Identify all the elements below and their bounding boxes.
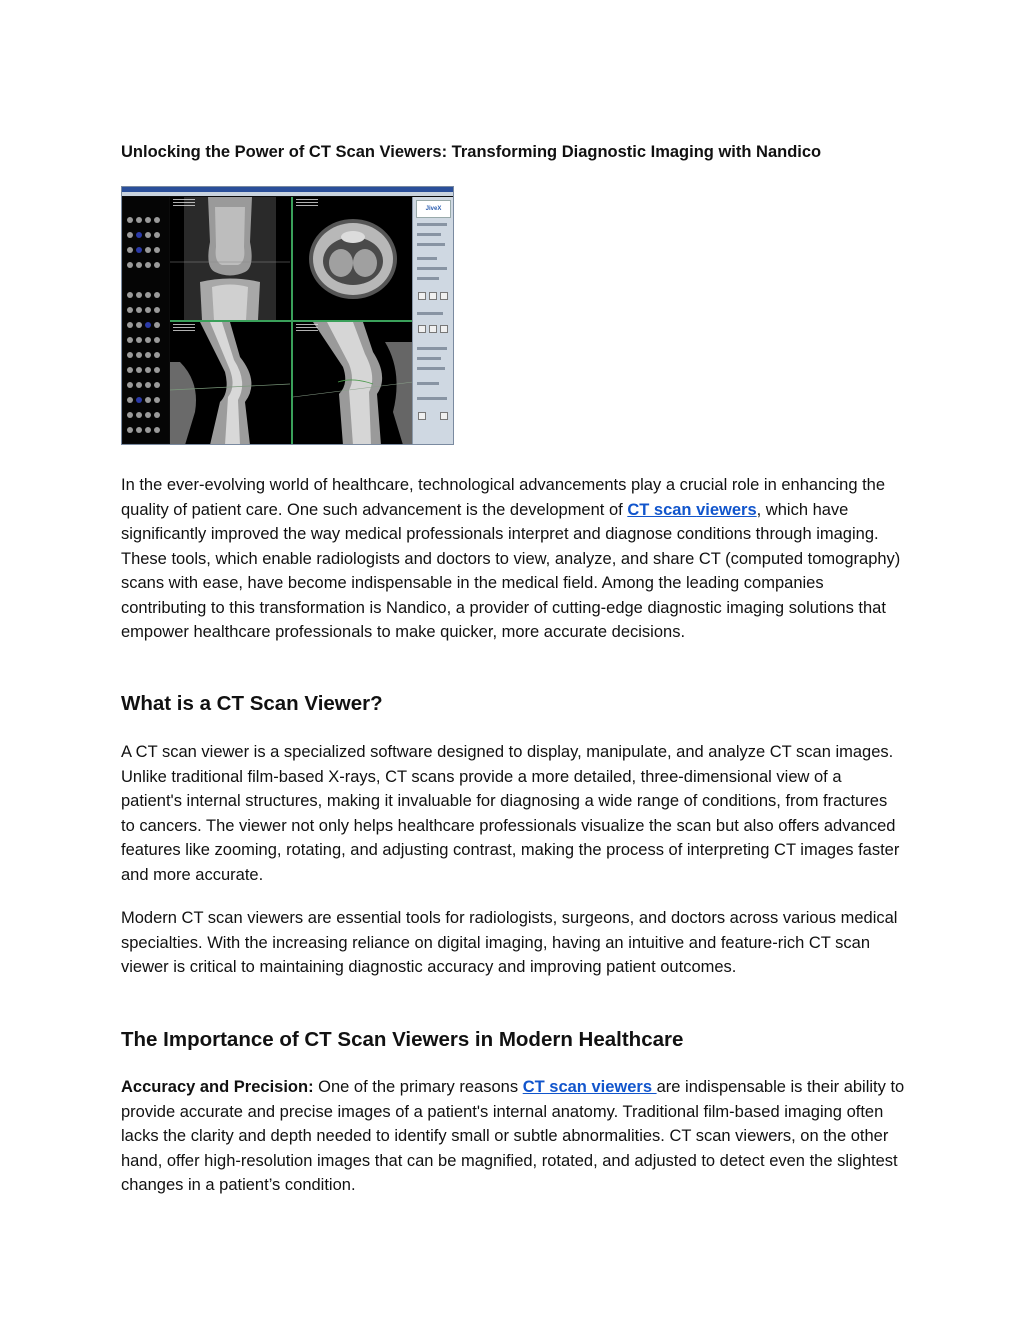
document-title: Unlocking the Power of CT Scan Viewers: Transforming Diagnostic Imaging with Nandico xyxy=(121,143,822,161)
section1-paragraph-1: A CT scan viewer is a specialized software designed to display, manipulate, and analyze CT scan images. Unlike traditional film-based X-rays, CT scans provide a more detailed, three-dimensional view of a patient's internal structures, making it invaluable for diagnosing a wide range of conditions, from fractures to cancers. The viewer not only helps healthcare professionals visualize the scan but also offers advanced features like zooming, rotating, and adjusting contrast, making the process of interpreting CT images faster and more accurate. xyxy=(121,743,900,884)
section-heading-importance: The Importance of CT Scan Viewers in Modern Healthcare xyxy=(121,1028,684,1051)
knee-axial-scan xyxy=(293,197,414,320)
intro-text-1: In the ever-evolving world of healthcare, technological advancements play a crucial role in enhancing the quality of patient care. One such advancement is the development of xyxy=(121,476,886,519)
section2-paragraph-1: Accuracy and Precision: One of the primary reasons CT scan viewers are indispensable is their ability to provide accurate and precise images of a patient's internal anatomy. Traditional film-based imaging often lacks the clarity and depth needed to identify small or subtle abnormalities. CT scan viewers, on the other hand, offer high-resolution images that can be magnified, rotated, and adjusted to detect even the slightest changes in a patient’s condition. xyxy=(121,1078,905,1194)
viewer-tools-panel xyxy=(412,197,453,444)
ct-viewer-screenshot xyxy=(121,186,454,445)
viewer-menubar xyxy=(122,192,453,196)
section-heading-what-is: What is a CT Scan Viewer? xyxy=(121,692,383,715)
ct-scan-viewers-link-2[interactable]: CT scan viewers xyxy=(522,1078,657,1096)
ct-scan-viewers-link-1[interactable]: CT scan viewers xyxy=(627,500,757,519)
knee-sagittal-scan-2 xyxy=(293,322,414,445)
knee-coronal-scan xyxy=(170,197,291,320)
knee-sagittal-scan-1 xyxy=(170,322,291,445)
section1-paragraph-2: Modern CT scan viewers are essential tools for radiologists, surgeons, and doctors across various medical specialties. With the increasing reliance on digital imaging, having an intuitive and feature-rich CT scan viewer is critical to maintaining diagnostic accuracy and improving patient outcomes. xyxy=(121,909,898,976)
viewer-logo: JiveX xyxy=(416,200,451,218)
intro-paragraph xyxy=(121,473,905,645)
intro-text-2: , which have significantly improved the way medical professionals interpret and diagnose conditions through imaging. These tools, which enable radiologists and doctors to view, analyze, and share CT (computed tomography) scans with ease, have become indispensable in the medical field. Among the leading companies contributing to this transformation is Nandico, a provider of cutting-edge diagnostic imaging solutions that empower healthcare professionals to make quicker, more accurate decisions. xyxy=(121,500,901,641)
viewer-image-grid xyxy=(170,197,413,445)
viewer-thumbnail-strip xyxy=(123,197,169,443)
accuracy-lead: Accuracy and Precision: xyxy=(121,1078,314,1096)
